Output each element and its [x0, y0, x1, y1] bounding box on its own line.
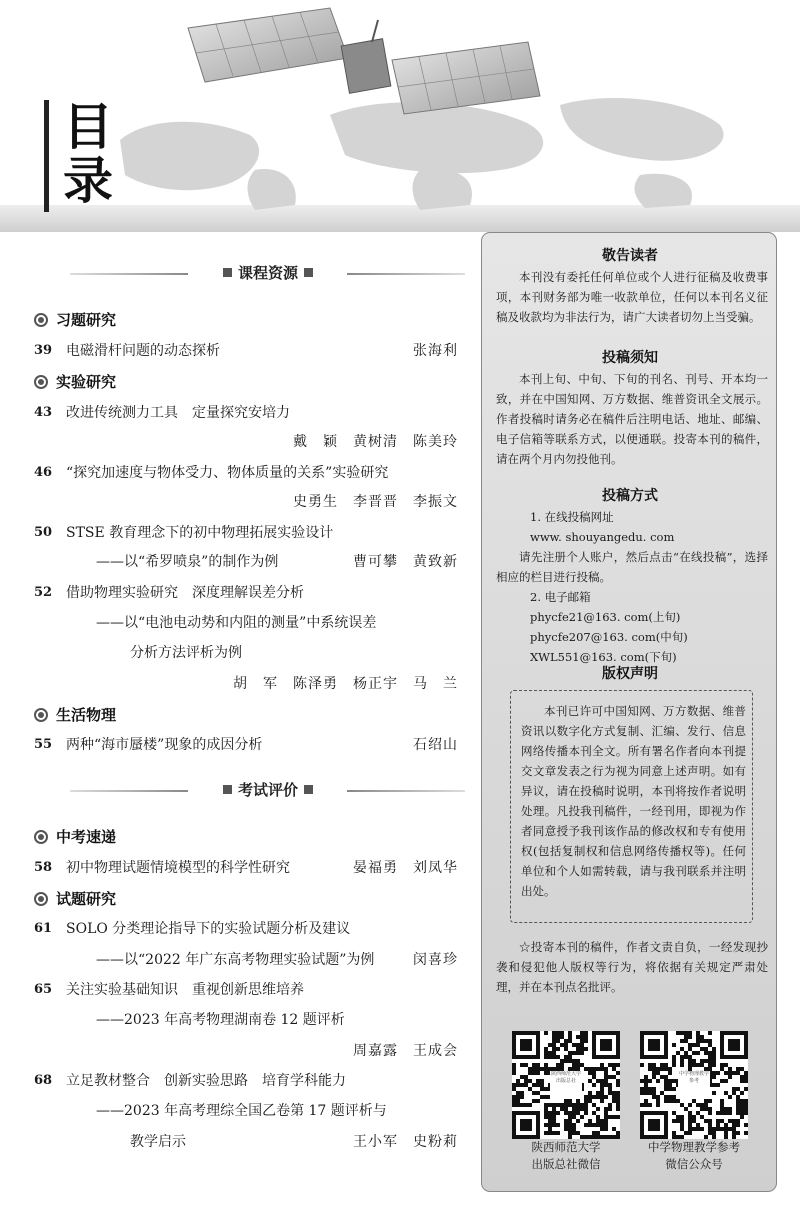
toc-entry[interactable] [34, 1071, 458, 1091]
world-map [120, 98, 724, 210]
bullet-icon [34, 892, 48, 906]
section-band [70, 780, 465, 800]
qr-caption: 中学物理教学参考 [648, 1140, 740, 1154]
page-number: 46 [34, 465, 53, 480]
article-title: “探究加速度与物体受力、物体质量的关系”实验研究 [66, 465, 389, 481]
toc-entry[interactable] [34, 858, 458, 878]
article-authors: 曹可攀 黄致新 [353, 554, 458, 570]
article-authors: 张海利 [413, 343, 458, 359]
article-subtitle: ——2023 年高考理综全国乙卷第 17 题评析与 [96, 1103, 387, 1119]
method-heading: 投稿方式 [602, 488, 658, 504]
email-address[interactable]: XWL551@163. com(下旬) [530, 650, 677, 664]
bullet-icon [34, 708, 48, 722]
article-title: 关注实验基础知识 重视创新思维培养 [66, 982, 304, 998]
toc-entry[interactable] [34, 735, 458, 755]
qr-caption: 陕西师范大学 [531, 1140, 601, 1154]
article-subtitle: 分析方法评析为例 [130, 645, 242, 661]
toc-entry[interactable] [34, 341, 458, 361]
article-title: 立足教材整合 创新实验思路 培育学科能力 [66, 1073, 346, 1089]
email-address[interactable]: phycfe207@163. com(中旬) [530, 630, 688, 644]
notice-text: 本刊没有委托任何单位或个人进行征稿及收费事项，本刊财务部为唯一收款单位，任何以本刊名义征稿及收款均为非法行为，请广大读者切勿上当受骗。 [496, 270, 768, 324]
toc-entry[interactable] [34, 523, 458, 543]
page-number: 68 [34, 1073, 53, 1088]
copyright-text: 本刊已许可中国知网、万方数据、维普资讯以数字化方式复制、汇编、发行、信息网络传播本刊全文。所有署名作者向本刊提交文章发表之行为视为同意上述声明。如有异议，请在投稿时说明，本刊将按作者说明处理。凡投我刊稿件，一经刊用，即视为作者同意授予我刊该作品的修改权和专有使用权(包括复制权和信息网络传播权等)。任何单位和个人如需转载，请与我刊联系并注明出处。 [521, 704, 746, 898]
article-title: 两种“海市蜃楼”现象的成因分析 [66, 737, 263, 753]
email-label: 2. 电子邮箱 [530, 590, 591, 604]
title-char: 录 [63, 152, 113, 210]
copyright-box [510, 690, 753, 923]
article-title: SOLO 分类理论指导下的实验试题分析及建议 [66, 921, 351, 937]
article-title: 借助物理实验研究 深度理解误差分析 [66, 585, 304, 601]
qr-caption: 出版总社微信 [531, 1157, 601, 1171]
guide-text: 本刊上旬、中旬、下旬的刊名、刊号、开本均一致，并在中国知网、万方数据、维普资讯全文展示。作者投稿时请务必在稿件后注明电话、地址、邮编、电子信箱等联系方式，以便通联。投寄本刊的稿件，请在两个月内勿投他刊。 [496, 372, 768, 466]
toc-entry[interactable] [34, 463, 458, 483]
article-authors: 石绍山 [413, 737, 458, 753]
toc-entry[interactable] [34, 919, 458, 939]
article-subtitle: ——以“2022 年广东高考物理实验试题”为例 [96, 952, 375, 968]
section-title: 考试评价 [237, 781, 298, 799]
category-heading: 中考速递 [34, 827, 116, 847]
bullet-icon [34, 375, 48, 389]
copyright-heading: 版权声明 [602, 666, 658, 682]
qr-caption: 微信公众号 [665, 1157, 723, 1171]
article-authors: 戴 颖 黄树清 陈美玲 [293, 434, 458, 450]
article-authors: 胡 军 陈泽勇 杨正宇 马 兰 [233, 676, 458, 692]
page-number: 65 [34, 982, 53, 997]
article-authors: 王小军 史粉莉 [353, 1134, 458, 1150]
article-authors: 闵喜珍 [413, 952, 458, 968]
category-heading: 试题研究 [34, 889, 116, 909]
warning-text: ☆投寄本刊的稿件，作者文责自负，一经发现抄袭和侵犯他人版权等行为，将依据有关规定严肃处理，并在本刊点名批评。 [496, 940, 768, 994]
article-title: 电磁滑杆问题的动态探析 [66, 343, 220, 359]
satellite [188, 8, 540, 114]
category-heading: 习题研究 [34, 310, 116, 330]
article-authors: 周嘉露 王成会 [353, 1043, 458, 1059]
online-label: 1. 在线投稿网址 [530, 510, 614, 524]
toc-entry[interactable] [34, 583, 458, 603]
category-heading: 实验研究 [34, 372, 116, 392]
toc-entry[interactable] [34, 980, 458, 1000]
qr-logo: 中学物理教学参考 [678, 1071, 710, 1099]
section-title: 课程资源 [237, 264, 298, 282]
bullet-icon [34, 313, 48, 327]
page-number: 43 [34, 405, 53, 420]
notice-heading: 敬告读者 [602, 248, 658, 264]
toc-entry[interactable] [34, 403, 458, 423]
page-number: 61 [34, 921, 53, 936]
page-number: 58 [34, 860, 53, 875]
article-title: STSE 教育理念下的初中物理拓展实验设计 [66, 525, 334, 541]
page-title [44, 100, 116, 212]
online-instructions: 请先注册个人账户，然后点击“在线投稿”，选择相应的栏目进行投稿。 [496, 550, 768, 584]
article-authors: 晏福勇 刘凤华 [353, 860, 458, 876]
page-number: 55 [34, 737, 53, 752]
qr-code [640, 1031, 748, 1139]
article-title: 初中物理试题情境模型的科学性研究 [66, 860, 290, 876]
submission-url[interactable]: www. shouyangedu. com [530, 530, 675, 544]
category-heading: 生活物理 [34, 705, 116, 725]
article-subtitle: 教学启示 [130, 1134, 186, 1150]
article-subtitle: ——以“希罗喷泉”的制作为例 [96, 554, 279, 570]
article-authors: 史勇生 李晋晋 李振文 [293, 494, 458, 510]
article-subtitle: ——以“电池电动势和内阻的测量”中系统误差 [96, 615, 377, 631]
section-band [70, 263, 465, 283]
article-subtitle: ——2023 年高考物理湖南卷 12 题评析 [96, 1012, 345, 1028]
header-banner [0, 0, 800, 232]
guide-heading: 投稿须知 [602, 350, 658, 366]
title-char: 目 [63, 98, 113, 156]
satellite-world-map-illustration [0, 0, 800, 232]
qr-code [512, 1031, 620, 1139]
page-number: 52 [34, 585, 53, 600]
qr-logo: 陕西师范大学出版总社 [550, 1071, 582, 1099]
email-address[interactable]: phycfe21@163. com(上旬) [530, 610, 681, 624]
article-title: 改进传统测力工具 定量探究安培力 [66, 405, 290, 421]
info-panel [481, 232, 777, 1192]
page-number: 39 [34, 343, 53, 358]
bullet-icon [34, 830, 48, 844]
page-number: 50 [34, 525, 53, 540]
